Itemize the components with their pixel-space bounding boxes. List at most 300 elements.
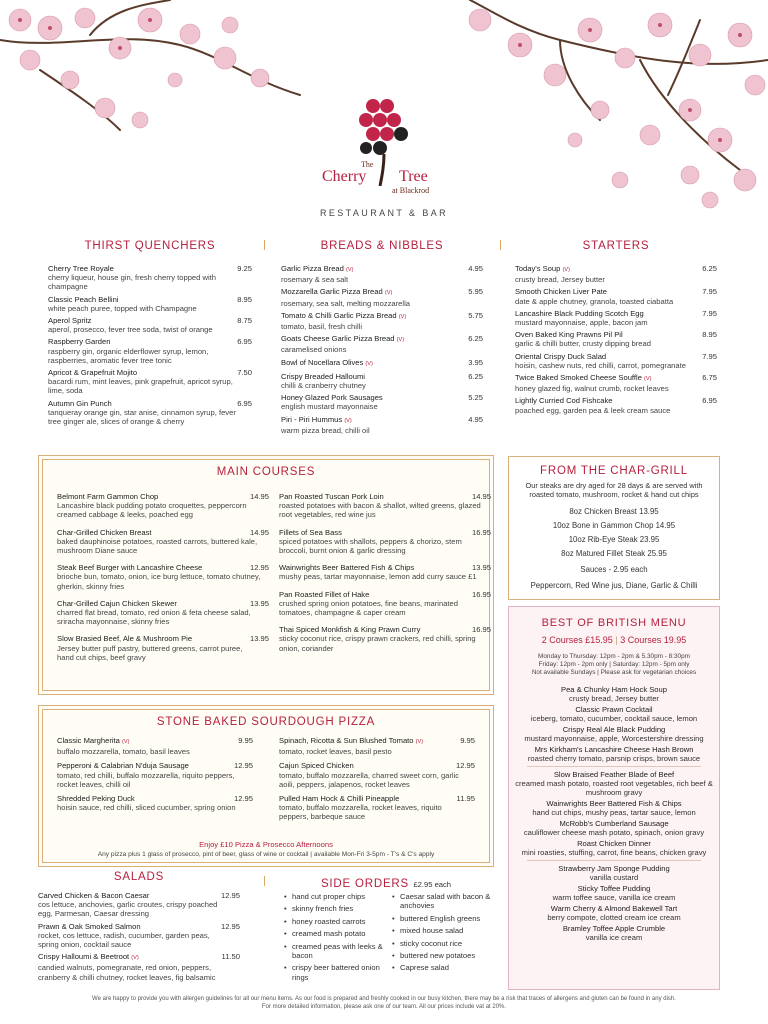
item-name (281, 334, 483, 345)
item-name (57, 736, 253, 747)
menu-item (38, 952, 240, 982)
menu-item (57, 634, 269, 662)
item-name-text: Cherry Tree Royale (48, 264, 114, 273)
item-price: 4.95 (468, 264, 483, 273)
item-description: berry compote, clotted cream ice cream (547, 913, 681, 922)
item-description: crusty bread, Jersey butter (515, 275, 605, 285)
item-description: tomato, rocket leaves, basil pesto (279, 747, 392, 757)
item-price: 12.95 (220, 921, 240, 931)
sides-left-list (284, 892, 384, 985)
item-name-text: Apricot & Grapefruit Mojito (48, 368, 138, 378)
british-menu-item (509, 904, 719, 922)
item-name (48, 337, 252, 346)
item-description: honey glazed fig, walnut crumb, rocket leaves (515, 384, 669, 394)
item-name-text: Mozzarella Garlic Pizza Bread (281, 287, 383, 297)
item-name-text: Piri - Piri Hummus (281, 414, 343, 424)
menu-item (281, 372, 483, 390)
menu-item (38, 922, 240, 950)
pizza-box (38, 705, 494, 867)
item-name-text: Oven Baked King Prawns Pil Pil (515, 330, 623, 340)
item-name (279, 590, 491, 599)
item-name-text: Carved Chicken & Bacon Caesar (38, 891, 150, 900)
vegetarian-tag: (V) (644, 376, 652, 383)
item-description: raspberry gin, organic elderflower syrup, lemon, raspberries, aromatic fever tree tonic (48, 346, 209, 365)
british-prices-sep: | (615, 635, 618, 645)
item-name: Slow Braised Feather Blade of Beef (553, 770, 675, 779)
item-name-text: Lightly Curried Cod Fishcake (515, 396, 613, 406)
item-price: 6.25 (468, 371, 483, 381)
sides-price: £2.95 each (413, 880, 452, 889)
item-name: Pea & Chunky Ham Hock Soup (561, 685, 667, 694)
item-description: tomato, buffalo mozzarella, rocket leaves, riquito peppers, barbeque sauce (279, 803, 442, 822)
salads-section (38, 871, 240, 985)
item-name-text: Smooth Chicken Liver Pate (515, 287, 608, 297)
menu-item (279, 761, 475, 789)
british-menu-item (509, 819, 719, 837)
item-name (57, 634, 269, 643)
item-name-text: Raspberry Garden (48, 337, 111, 347)
menu-item (281, 311, 483, 331)
british-menu-item (509, 705, 719, 723)
item-description: hand cut chips, mushy peas, tartar sauce, lemon (532, 808, 696, 817)
best-of-british-box (508, 606, 720, 990)
header-divider (264, 240, 265, 250)
item-name (281, 358, 483, 369)
side-order-item: • skinny french fries (284, 904, 384, 913)
item-description: cauliflower cheese mash potato, spinach, onion gravy (523, 828, 705, 837)
item-price: 9.95 (460, 736, 475, 745)
british-hours-2: Friday: 12pm - 2pm only | Saturday: 12pm - 5pm only (538, 660, 690, 668)
item-description: english mustard mayonnaise (281, 402, 378, 412)
menu-item (279, 736, 475, 756)
item-name (515, 264, 717, 275)
item-description: candied walnuts, pomegranate, red onion, peppers, cranberry & chilli chutney, rocket leaves, fig balsamic (38, 963, 216, 982)
menu-item (48, 264, 252, 292)
item-price: 8.75 (237, 316, 252, 326)
item-description: roasted cherry tomato, parsnip crisps, brown sauce (527, 754, 701, 763)
item-price: 6.25 (468, 334, 483, 344)
menu-item (48, 399, 252, 427)
item-price: 9.95 (238, 736, 253, 745)
item-price: 9.25 (237, 264, 252, 273)
item-description: spiced potatoes with shallots, peppers & chorizo, stem broccoli, burnt onion & garlic dressing (279, 536, 462, 556)
item-price: 13.95 (471, 563, 491, 573)
pizza-promo-title: Enjoy £10 Pizza & Prosecco Afternoons (199, 840, 333, 849)
salads-title: SALADS (113, 871, 165, 883)
item-name (57, 492, 269, 501)
british-menu-item (509, 799, 719, 817)
side-order-item: • Caprese salad (392, 963, 492, 972)
british-prices-3: 3 Courses 19.95 (620, 635, 687, 645)
item-price: 12.95 (455, 761, 475, 771)
item-price: 5.75 (468, 310, 483, 320)
item-description: caramelised onions (281, 345, 347, 355)
item-name (515, 352, 717, 361)
mains-right-list (279, 492, 491, 661)
item-name (57, 563, 269, 572)
british-menu-item (509, 685, 719, 703)
menu-item (515, 264, 717, 284)
item-name-text: Spinach, Ricotta & Sun Blushed Tomato (279, 736, 414, 745)
item-price: 6.95 (237, 337, 252, 347)
pizza-title: STONE BAKED SOURDOUGH PIZZA (156, 716, 376, 728)
sides-right-list (392, 892, 492, 976)
item-name-text: Char-Grilled Chicken Breast (57, 527, 152, 537)
item-name-text: Classic Peach Bellini (48, 294, 119, 304)
british-title: BEST OF BRITISH MENU (541, 617, 687, 629)
british-course-divider (527, 766, 701, 767)
item-description: Jersey butter puff pastry, buttered greens, carrot puree, hand cut chips, beef gravy (57, 643, 243, 662)
item-price: 16.95 (471, 589, 491, 599)
british-menu-item (509, 924, 719, 942)
menu-item (57, 492, 269, 520)
item-description: Lancashire black pudding potato croquettes, peppercorn creamed cabbage & leeks, poached egg (57, 501, 247, 520)
item-name-text: Aperol Spritz (48, 316, 92, 326)
side-order-item: • sticky coconut rice (392, 939, 492, 948)
item-name-text: Steak Beef Burger with Lancashire Cheese (57, 563, 203, 573)
main-courses-box (38, 455, 494, 695)
item-name-text: Pulled Ham Hock & Chilli Pineapple (279, 794, 400, 804)
side-order-item: • hand cut proper chips (284, 892, 384, 901)
item-description: bacardi rum, mint leaves, pink grapefruit, apricot syrup, lime, soda (48, 377, 233, 396)
item-price: 12.95 (220, 891, 240, 900)
mains-left-list (57, 492, 269, 670)
item-price: 7.95 (702, 351, 717, 361)
vegetarian-tag: (V) (384, 290, 393, 297)
item-name (279, 528, 491, 537)
item-description: date & apple chutney, granola, toasted ciabatta (515, 296, 674, 306)
item-name (515, 396, 717, 405)
item-name (279, 563, 491, 572)
item-name: Bramley Toffee Apple Crumble (562, 924, 666, 933)
item-price: 11.50 (221, 952, 240, 962)
item-name-text: Pan Roasted Tuscan Pork Loin (279, 492, 384, 501)
grill-steak-item: 10oz Bone in Gammon Chop 14.95 (552, 521, 676, 530)
item-name-text: Pepperoni & Calabrian N'duja Sausage (57, 761, 189, 771)
british-prices (509, 635, 719, 645)
item-description: vanilla custard (589, 873, 639, 882)
item-price: 16.95 (471, 625, 491, 635)
item-description: rocket, cos lettuce, radish, cucumber, garden peas, spring onion, cocktail sauce (38, 930, 210, 950)
item-name (57, 599, 269, 608)
item-description: tomato, buffalo mozzarella, charred sweet corn, garlic aoili, peppers, jalapenos, rocket leaves (279, 770, 460, 789)
british-prices-2: 2 Courses £15.95 (541, 635, 613, 645)
brand-subtitle: RESTAURANT & BAR (319, 208, 449, 218)
breads-title: BREADS & NIBBLES (320, 240, 444, 252)
thirst-title: THIRST QUENCHERS (84, 240, 216, 252)
side-order-item: • creamed peas with leeks & bacon (284, 942, 384, 961)
british-hours-3: Not available Sundays | Please ask for vegetarian choices (531, 668, 697, 676)
item-name (38, 922, 240, 931)
breads-list (281, 264, 483, 435)
item-name (57, 528, 269, 537)
menu-item (279, 590, 491, 618)
item-price: 3.95 (468, 357, 483, 367)
sides-header (280, 874, 492, 892)
item-name (279, 794, 475, 803)
item-name-text: Goats Cheese Garlic Pizza Bread (281, 334, 395, 344)
item-name-text: Crispy Breaded Halloumi (281, 371, 365, 381)
item-description: chilli & cranberry chutney (281, 381, 366, 391)
item-name (281, 372, 483, 381)
item-description: charred flat bread, tomato, red onion & feta cheese salad, sriracha mayonnaise, skinny fries (57, 608, 251, 627)
item-name (281, 311, 483, 322)
item-name-text: Cajun Spiced Chicken (279, 761, 354, 771)
menu-item (515, 396, 717, 414)
item-name-text: Twice Baked Smoked Cheese Souffle (515, 373, 642, 383)
item-name: McRobb's Cumberland Sausage (559, 819, 669, 828)
item-name-text: Oriental Crispy Duck Salad (515, 351, 607, 361)
item-name-text: Bowl of Nocellara Olives (281, 357, 364, 367)
side-order-item: • honey roasted carrots (284, 917, 384, 926)
british-menu-item (509, 839, 719, 857)
item-name-text: Lancashire Black Pudding Scotch Egg (515, 308, 644, 318)
item-description: buffalo mozzarella, tomato, basil leaves (57, 747, 190, 757)
grill-sauces: Peppercorn, Red Wine jus, Diane, Garlic & Chilli (530, 581, 698, 590)
grill-intro: Our steaks are dry aged for 28 days & are served with roasted tomato, mushroom, rocket & hand cut chips (525, 481, 703, 499)
british-menu-item (509, 770, 719, 797)
item-description: poached egg, garden pea & leek cream sauce (515, 405, 671, 415)
item-name-text: Classic Margherita (57, 736, 120, 745)
brand-location: at Blackrod (392, 186, 430, 195)
item-price: 4.95 (468, 414, 483, 424)
item-name: Roast Chicken Dinner (577, 839, 651, 848)
side-order-item: • creamed mash potato (284, 929, 384, 938)
mains-title: MAIN COURSES (216, 466, 316, 478)
grill-steaks-list (509, 507, 719, 563)
starters-list (515, 264, 717, 415)
item-name-text: Autumn Gin Punch (48, 398, 112, 408)
item-price: 11.95 (456, 794, 475, 804)
item-description: roasted potatoes with bacon & shallot, wilted greens, glazed root vegetables, red wine jus (279, 501, 481, 520)
item-name-text: Garlic Pizza Bread (281, 264, 344, 273)
grill-sauces-title: Sauces - 2.95 each (580, 565, 648, 574)
item-description: cos lettuce, anchovies, garlic croutes, crispy poached egg, Parmesan, Caesar dressing (38, 900, 218, 919)
side-order-item: • crispy beer battered onion rings (284, 963, 384, 982)
item-price: 6.95 (237, 398, 252, 408)
grill-steak-item: 10oz Rib-Eye Steak 23.95 (568, 535, 660, 544)
logo (0, 96, 768, 218)
menu-item (281, 393, 483, 411)
char-grill-box (508, 456, 720, 600)
item-description: hoisin sauce, red chilli, sliced cucumber, spring onion (57, 803, 236, 813)
item-name (515, 330, 717, 339)
menu-item (279, 625, 491, 653)
item-description: brioche bun, tomato, onion, ice burg lettuce, tomato chutney, gherkin, skinny fries (57, 572, 261, 591)
item-name-text: Fillets of Sea Bass (279, 527, 342, 537)
item-name-text: Shredded Peking Duck (57, 794, 135, 804)
menu-item (279, 492, 491, 520)
item-name: Crispy Real Ale Black Pudding (562, 725, 666, 734)
item-description: mushy peas, tartar mayonnaise, lemon add curry sauce £1 (279, 572, 477, 582)
item-description: mini roasties, stuffing, carrot, fine beans, chicken gravy (521, 848, 707, 857)
brand-tree: Tree (399, 168, 428, 185)
vegetarian-tag: (V) (396, 337, 405, 344)
item-name: Wainwrights Beer Battered Fish & Chips (546, 799, 682, 808)
british-course-divider (527, 860, 701, 861)
item-name (281, 415, 483, 426)
item-price: 5.95 (468, 287, 483, 297)
item-price: 13.95 (249, 634, 269, 644)
vegetarian-tag: (V) (415, 739, 424, 745)
item-name-text: Belmont Farm Gammon Chop (57, 492, 159, 501)
item-name (48, 264, 252, 273)
item-name (279, 761, 475, 770)
item-description: warm pizza bread, chilli oil (281, 425, 370, 435)
grill-steak-item: 8oz Matured Fillet Steak 25.95 (561, 549, 667, 558)
item-price: 12.95 (249, 563, 269, 573)
item-description: hoisin, cashew nuts, red chilli, carrot, pomegranate (515, 360, 686, 370)
item-name (281, 287, 483, 298)
item-price: 6.25 (702, 264, 717, 273)
item-description: garlic & chilli butter, crusty dipping bread (515, 339, 651, 349)
menu-item (48, 295, 252, 313)
sides-section (280, 874, 492, 982)
vegetarian-tag: (V) (365, 360, 373, 367)
item-name (515, 309, 717, 318)
side-order-item: • Caesar salad with bacon & anchovies (392, 892, 492, 911)
grill-title: FROM THE CHAR-GRILL (540, 465, 688, 477)
side-order-item: • mixed house salad (392, 926, 492, 935)
starters-section (515, 240, 717, 418)
item-description: rosemary, sea salt, melting mozzarella (281, 298, 410, 308)
item-name-text: Slow Brasied Beef, Ale & Mushroom Pie (57, 634, 193, 644)
item-price: 12.95 (233, 794, 253, 804)
item-name-text: Prawn & Oak Smoked Salmon (38, 921, 141, 931)
menu-item (279, 563, 491, 581)
menu-item (281, 287, 483, 307)
menu-item (48, 337, 252, 365)
item-description: creamed mash potato, roasted root vegetables, rich beef & mushroom gravy (515, 779, 713, 797)
menu-item (57, 761, 253, 789)
item-name (279, 625, 491, 634)
menu-item (515, 352, 717, 370)
item-name (279, 736, 475, 747)
item-price: 7.95 (702, 308, 717, 318)
header-divider (500, 240, 501, 250)
item-name-text: Honey Glazed Pork Sausages (281, 393, 383, 403)
item-name (279, 492, 491, 501)
item-price: 16.95 (471, 527, 491, 537)
british-list (509, 685, 719, 944)
item-description: mustard mayonnaise, apple, Worcestershire dressing (524, 734, 704, 743)
menu-item (281, 334, 483, 354)
item-description: aperol, prosecco, fever tree soda, twist of orange (48, 325, 213, 335)
menu-item (515, 287, 717, 305)
menu-item (515, 330, 717, 348)
item-name: Strawberry Jam Sponge Pudding (558, 864, 670, 873)
menu-item (281, 415, 483, 435)
item-name (515, 373, 717, 384)
item-description: iceberg, tomato, cucumber, cocktail sauce, lemon (530, 714, 698, 723)
footer (40, 996, 728, 1011)
menu-item (57, 563, 269, 591)
starters-title: STARTERS (582, 240, 650, 252)
item-name (281, 393, 483, 402)
item-price: 7.95 (702, 287, 717, 297)
vegetarian-tag: (V) (131, 955, 139, 962)
item-name-text: Tomato & Chilli Garlic Pizza Bread (281, 310, 397, 320)
item-description: warm toffee sauce, vanilla ice cream (552, 893, 676, 902)
vegetarian-tag: (V) (398, 313, 407, 320)
thirst-list (48, 264, 252, 426)
item-name: Warm Cherry & Almond Bakewell Tart (550, 904, 678, 913)
menu-item (57, 599, 269, 627)
item-description: tanqueray orange gin, star anise, cinnamon syrup, fever tree ginger ale, slices of orange & cherry (48, 407, 236, 427)
item-price: 6.95 (702, 396, 717, 406)
sides-title: SIDE ORDERS (320, 878, 409, 890)
vegetarian-tag: (V) (346, 267, 354, 273)
british-menu-item (509, 884, 719, 902)
salads-list (38, 891, 240, 982)
side-order-item: • buttered new potatoes (392, 951, 492, 960)
item-name (281, 264, 483, 275)
footer-line-2: For more detailed information, please ask one of our team. All our prices include vat at 20%. (261, 1003, 507, 1010)
item-description: crushed spring onion potatoes, fine beans, marinated tomatoes, champagne & caper cream (279, 598, 458, 618)
item-description: cherry liqueur, house gin, fresh cherry topped with champagne (48, 273, 216, 292)
item-price: 8.95 (702, 330, 717, 340)
item-price: 12.95 (233, 761, 253, 771)
thirst-section (48, 240, 252, 429)
pizza-promo-text: Any pizza plus 1 glass of prosecco, pint of beer, glass of wine or cocktail | available Mon-Fri 3-5pm - T's & C's apply (97, 851, 435, 858)
menu-item (57, 794, 253, 812)
item-name (38, 891, 240, 900)
item-name (48, 399, 252, 408)
british-menu-item (509, 864, 719, 882)
item-price: 14.95 (471, 492, 491, 501)
item-price: 14.95 (249, 527, 269, 537)
british-hours (513, 653, 715, 676)
item-name-text: Today's Soup (515, 264, 561, 273)
brand-cherry: Cherry (322, 168, 367, 185)
menu-item (279, 528, 491, 556)
item-name (38, 952, 240, 963)
menu-item (279, 794, 475, 822)
item-name (48, 368, 252, 377)
item-description: crusty bread, Jersey butter (569, 694, 659, 703)
pizza-right-list (279, 736, 475, 827)
item-price: 13.95 (249, 598, 269, 608)
item-price: 5.25 (468, 393, 483, 403)
british-hours-1: Monday to Thursday: 12pm - 2pm & 5.30pm - 8:30pm (538, 653, 690, 660)
item-description: mustard mayonnaise, apple, bacon jam (515, 318, 648, 328)
item-name: Sticky Toffee Pudding (577, 884, 651, 893)
vegetarian-tag: (V) (122, 739, 130, 745)
menu-item (57, 736, 253, 756)
item-name-text: Thai Spiced Monkfish & King Prawn Curry (279, 625, 421, 635)
item-name-text: Crispy Halloumi & Beetroot (38, 952, 130, 962)
item-name-text: Char-Grilled Cajun Chicken Skewer (57, 598, 177, 608)
vegetarian-tag: (V) (562, 267, 570, 273)
item-description: tomato, basil, fresh chilli (281, 322, 363, 332)
side-order-item: • buttered English greens (392, 914, 492, 923)
british-menu-item (509, 725, 719, 743)
item-name (515, 287, 717, 296)
item-name: Classic Prawn Cocktail (575, 705, 653, 714)
menu-item (281, 358, 483, 369)
menu-item (515, 309, 717, 327)
menu-item (515, 373, 717, 393)
item-name (57, 794, 253, 803)
vegetarian-tag: (V) (344, 417, 352, 424)
item-price: 14.95 (249, 492, 269, 501)
menu-item (57, 528, 269, 556)
item-price: 6.75 (702, 373, 717, 383)
item-description: baked dauphinoise potatoes, roasted carrots, buttered kale, mushroom Diane sauce (57, 536, 258, 556)
pizza-left-list (57, 736, 253, 817)
item-name (48, 316, 252, 325)
item-description: white peach puree, topped with Champagne (48, 303, 197, 313)
